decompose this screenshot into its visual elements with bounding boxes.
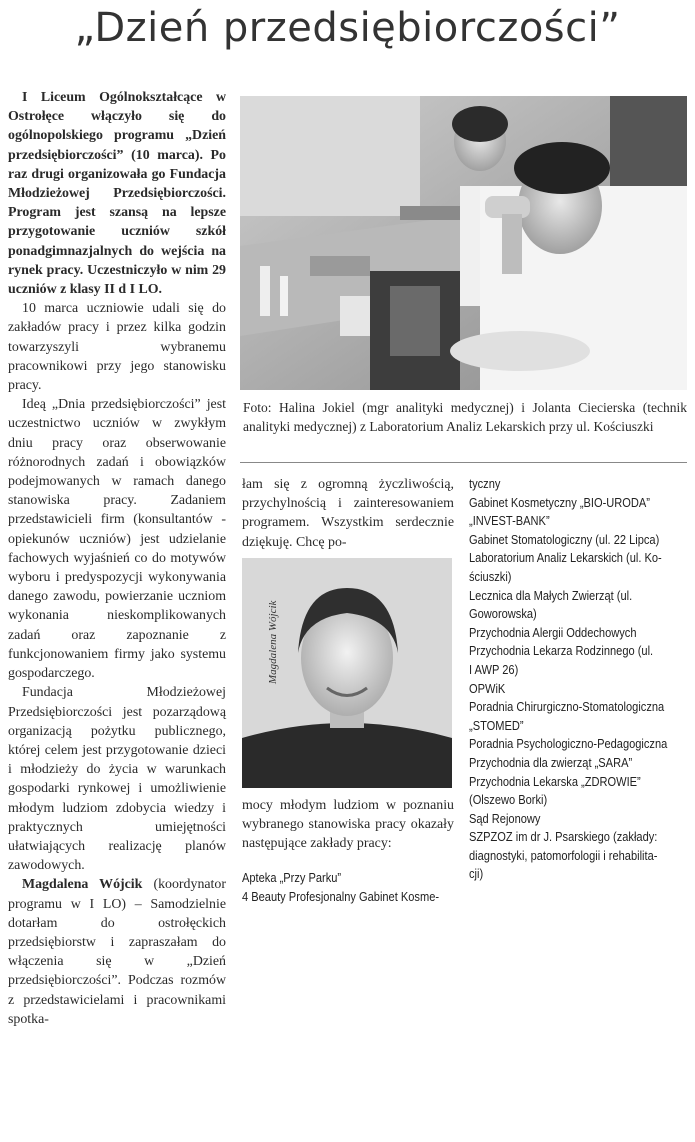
portrait-credit [253,572,279,692]
firms-list-col3 [469,475,687,884]
article-column-2-top [242,475,454,552]
list-item: „INVEST-BANK” [469,513,550,529]
photo-caption: Foto: Halina Jokiel (mgr analityki medycznej) i Jolanta Ciecierska (technik analityki medycznej) z Laboratorium Analiz Lekarskich przy ul. Kościuszki [243,400,687,435]
list-item: Poradnia Chirurgiczno-Stomatologiczna [469,699,665,715]
article-headline: „Dzień przedsiębiorczości” [74,5,621,51]
article-column-1 [8,88,226,1029]
portrait-credit-text: Magdalena Wójcik [267,600,279,684]
list-item: SZPZOZ im dr J. Psarskiego (zakłady: [469,829,658,845]
list-item: tyczny [469,476,501,491]
speaker-name: Magdalena Wójcik [22,877,143,893]
list-item: Poradnia Psychologiczno-Pedagogiczna [469,736,668,752]
caption-divider [240,462,687,463]
body-paragraph: 10 marca uczniowie udali się do zakładów pracy i przez kilka godzin towarzyszyli wybranemu pracownikowi przy jego stanowisku pracy. [8,301,226,394]
list-item: cji) [469,866,484,882]
list-item: Laboratorium Analiz Lekarskich (ul. Ko- [469,550,662,566]
list-item: Przychodnia dla zwierząt „SARA” [469,754,633,770]
list-item: diagnostyki, patomorfologii i rehabilita- [469,847,658,863]
list-item: I AWP 26) [469,661,519,677]
list-item: 4 Beauty Profesjonalny Gabinet Kosme- [242,888,440,904]
lab-photo [240,96,687,390]
list-item: Gabinet Stomatologiczny (ul. 22 Lipca) [469,531,660,547]
lead-paragraph: I Liceum Ogólnokształcące w Ostrołęce włączyło się do ogólnopolskiego programu „Dzień przedsiębiorczości” (10 marca). Po raz drugi organizowała go Fundacja Młodzieżowej Przedsiębiorczości. Program jest szansą na lepsze przygotowanie uczniów szkół ponadgimnazjalnych do wejścia na rynek pracy. Uczestniczyło w nim 29 uczniów z klasy II d I LO. [8,90,226,298]
body-paragraph: Fundacja Młodzieżowej Przedsiębiorczości jest pozarządową organizacją pożytku publicznego, której celem jest przygotowanie dzieci i młodzieży do życia w warunkach gospodarki rynkowej i umożliwienie młodym ludziom zdobycia wiedzy i praktycznych umiejętności ułatwiających realizację planów zawodowych. [8,685,226,874]
list-item: Przychodnia Lekarska „ZDROWIE” (Olszewo Borki) [469,773,641,808]
list-item: ściuszki) [469,568,512,584]
body-paragraph: mocy młodym ludziom w poznaniu wybranego stanowiska pracy okazały następujące zakłady pracy: [242,798,454,852]
quote-text: (koordynator programu w I LO) – Samodzielnie dotarłam do ostrołęckich przedsiębiorstw i zapraszałam do włączenia się w „Dzień przedsiębiorczości”. Podczas rozmów z przedstawicielami i pracownikami spotka- [8,877,226,1027]
list-item: Przychodnia Alergii Oddechowych [469,624,637,640]
list-item: Gabinet Kosmetyczny „BIO-URODA” [469,494,650,510]
list-item: Przychodnia Lekarza Rodzinnego (ul. [469,643,654,659]
quote-paragraph [8,875,226,1029]
article-column-2-bottom [242,796,454,854]
body-paragraph: Ideą „Dnia przedsiębiorczości” jest uczestnictwo uczniów w zwykłym dniu pracy oraz obserwowanie różnorodnych zadań i obowiązków podejmowanych w ramach danego stanowiska pracy. Zadaniem przedstawicieli firm (konsultantów - opiekunów uczniów) jest udzielanie fachowych wyjaśnień co do motywów wyboru i predyspozycji wykonywania danego zawodu, powierzanie uczniom wykonania nieskomplikowanych zadań oraz zapoznanie z funkcjonowaniem firmy jako systemu gospodarczego. [8,397,226,682]
body-paragraph: łam się z ogromną życzliwością, przychylnością i zainteresowaniem programem. Wszystkim serdecznie dziękuję. Chcę po- [242,477,454,550]
lab-photo-image [240,96,687,390]
firms-list-col2 [242,869,452,906]
list-item: Apteka „Przy Parku” [242,870,342,885]
list-item: Sąd Rejonowy [469,810,541,826]
list-item: OPWiK [469,680,506,696]
list-item: Lecznica dla Małych Zwierząt (ul. Goworowska) [469,587,633,622]
list-item: „STOMED” [469,717,524,733]
